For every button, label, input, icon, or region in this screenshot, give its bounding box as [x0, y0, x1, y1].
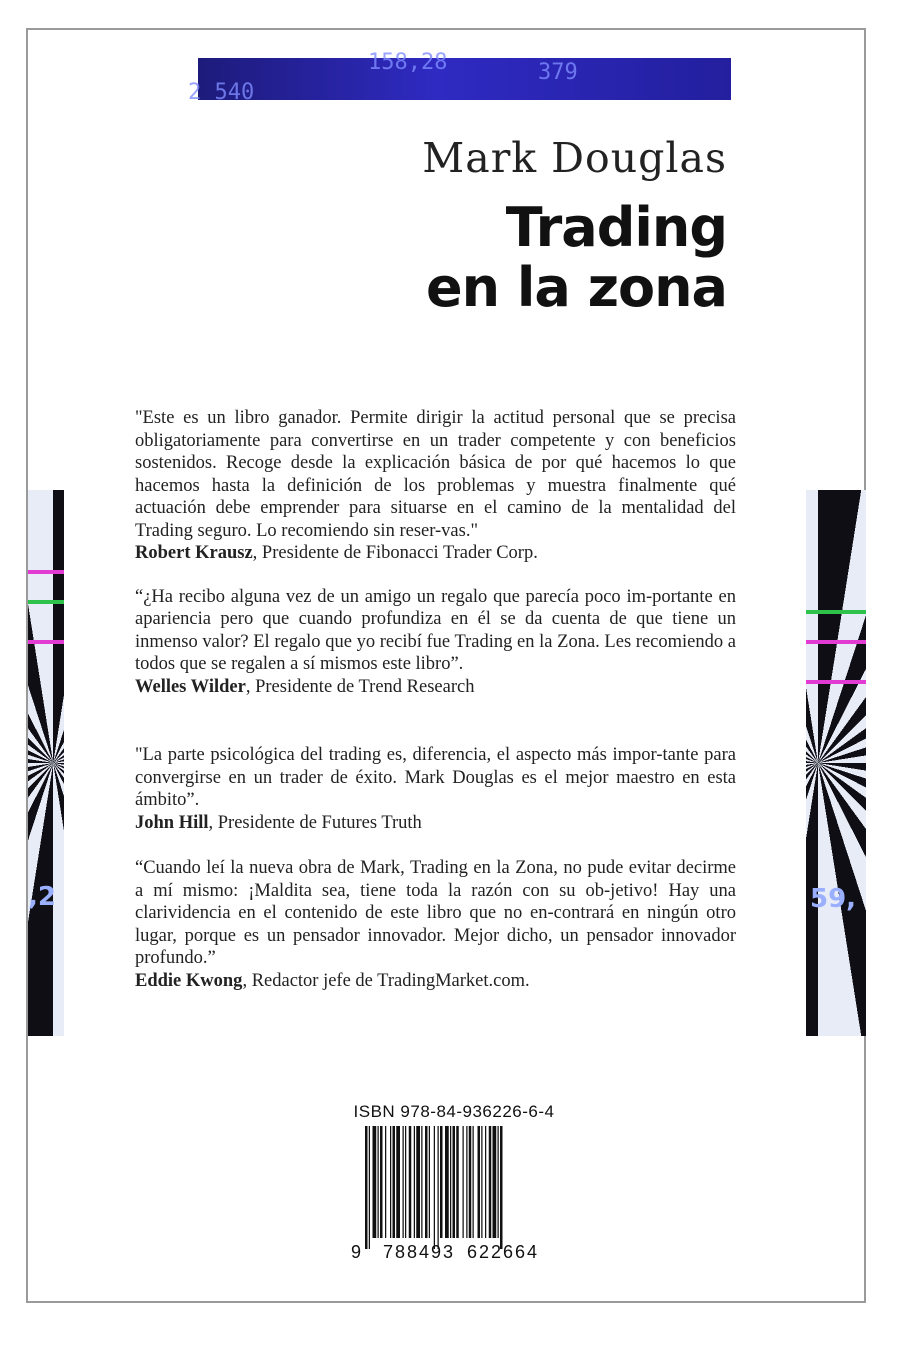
barcode-bar — [489, 1126, 492, 1238]
barcode-bar — [405, 1126, 406, 1238]
isbn-label: ISBN 978-84-936226-6-4 — [353, 1102, 555, 1121]
barcode-bar — [463, 1126, 464, 1238]
barcode-digit-group-1: 788493 — [383, 1242, 456, 1262]
quote-attribution — [135, 542, 736, 565]
quote-text: “¿Ha recibo alguna vez de un amigo un regalo que parecía poco im-portante en apariencia pero que cuando profundiza en él se da cuenta de que tiene un inmenso valor? El regalo que yo recibí fue Trading en la Zona. Les recomiendo a todos que se regalen a sí mismos este libro”. — [135, 586, 736, 674]
barcode-bar — [390, 1126, 391, 1238]
barcode-bar — [466, 1126, 467, 1238]
barcode-bar — [385, 1126, 386, 1238]
barcode-bar — [369, 1126, 370, 1249]
right-dartboard-image — [806, 490, 866, 1036]
left-dartboard-number: ,2 — [28, 882, 56, 912]
barcode-bar — [378, 1126, 379, 1238]
review-quote — [135, 407, 736, 565]
barcode-digit-group-2: 622664 — [467, 1242, 540, 1262]
quote-attribution — [135, 676, 736, 699]
quote-text: "La parte psicológica del trading es, diferencia, el aspecto más impor-tante para convergirse en un trader de éxito. Mark Douglas es el mejor maestro en esta ámbito”. — [135, 745, 736, 810]
barcode-bar — [493, 1126, 497, 1238]
barcode-bar — [456, 1126, 459, 1238]
title-line-2: en la zona — [425, 256, 727, 319]
barcode-bar — [473, 1126, 474, 1238]
quote-text: "Este es un libro ganador. Permite dirigir la actitud personal que se precisa obligatoriamente para convertirse en un trader competente y con beneficios sostenidos. Recoge desde la explicación básica de por qué hacemos lo que hacemos hasta la definición de los problemas y muestra finalmente qué actuación debe emprender para situarse en el camino de la mentalidad del Trading seguro. Lo recomiendo sin reser-vas." — [135, 408, 736, 541]
barcode-bar — [403, 1126, 404, 1238]
review-quote — [135, 744, 736, 834]
quote-attribution — [135, 970, 736, 993]
barcode-bar — [498, 1126, 499, 1238]
barcode-bar — [453, 1126, 456, 1238]
barcode-bar — [438, 1126, 439, 1249]
ticker-number: 379 — [538, 60, 578, 85]
barcode-digit-first: 9 — [351, 1242, 362, 1262]
review-quotes — [135, 407, 736, 992]
review-quote — [135, 857, 736, 992]
barcode-bar — [409, 1126, 412, 1238]
quote-author: Welles Wilder — [135, 676, 246, 697]
quote-author-role: , Presidente de Futures Truth — [208, 812, 422, 833]
barcode-bar — [425, 1126, 428, 1238]
review-quote — [135, 586, 736, 699]
barcode-bar — [434, 1126, 435, 1249]
quote-author: Robert Krausz — [135, 543, 253, 563]
barcode-bar — [416, 1126, 420, 1238]
ticker-number: 158,28 — [368, 50, 448, 75]
barcode-bar — [481, 1126, 482, 1238]
title-line-1: Trading — [505, 196, 727, 259]
barcode-bar — [450, 1126, 451, 1238]
left-dartboard-image — [28, 490, 64, 1036]
top-ticker-image — [188, 50, 731, 105]
right-dartboard-number: 59, — [810, 884, 857, 914]
barcode-bar — [478, 1126, 481, 1238]
barcode-bar — [440, 1126, 443, 1238]
quote-author-role: , Presidente de Trend Research — [245, 676, 475, 697]
barcode-bar — [485, 1126, 486, 1238]
quote-author: Eddie Kwong — [135, 970, 243, 991]
barcode-bar — [380, 1126, 383, 1238]
barcode-bar — [365, 1126, 368, 1249]
book-title — [426, 198, 727, 318]
barcode-bars — [365, 1126, 545, 1249]
quote-author: John Hill — [135, 812, 209, 833]
quote-text: “Cuando leí la nueva obra de Mark, Trading en la Zona, no pude evitar decirme a mí mismo: ¡Maldita sea, tiene toda la razón con su ob-jetivo! Hay una clarividencia en el contenido de este libro que no en-contrará en ningún otro lugar, porque es un pensador innovador. Mejor dicho, un pensador innovador profundo.” — [135, 858, 736, 968]
quote-author-role: , Presidente de Fibonacci Trader Corp. — [252, 543, 538, 563]
barcode-bar — [429, 1126, 430, 1238]
barcode-bar — [393, 1126, 396, 1238]
barcode-bar — [421, 1126, 422, 1238]
barcode-bar — [500, 1126, 503, 1249]
quote-attribution — [135, 812, 736, 835]
barcode-bar — [414, 1126, 415, 1238]
barcode-bar — [469, 1126, 472, 1238]
isbn-barcode — [343, 1102, 565, 1284]
barcode-bar — [396, 1126, 400, 1238]
barcode-bar — [373, 1126, 377, 1238]
ticker-number: 2 540 — [188, 80, 255, 105]
author-name: Mark Douglas — [422, 134, 727, 182]
barcode-bar — [445, 1126, 449, 1238]
quote-author-role: , Redactor jefe de TradingMarket.com. — [242, 970, 530, 991]
